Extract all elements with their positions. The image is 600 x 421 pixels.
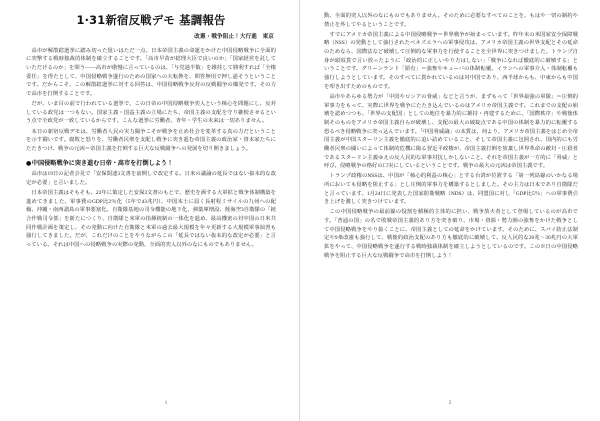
paragraph: すでにアメリカ帝国主義による中国侵略戦争＝世界戦争が始まっています。昨年末の米国家安全保障戦略（NSS）の発動として強行されたベネズエラへの軍事侵攻は、アメリカ帝国主義の世界支配とその延命のためなら、国際法など破壊して圧倒的な軍事力を行使することを全世界に突きつけました。トランプ自身が頭頃貫で言い放ったように「政治的に正しいやり方はしない」「戦争になれば徹底的に破壊する」ということです。グリーンランド「領有」＝強奪やキューバの体制転覆、イランへの軍事介入・体制転覆も強行しようとしています。そのすべてに貫かれているのは対中国であり、西半球からも、中東からも中国を叩き出すためのものです。	[324, 31, 578, 90]
paragraph: 日本帝国主義はそもそも、22年に策定した安保3文書のもとで、歴史を画する大軍拡と戦争体制構築を進めてきました。軍事費のGDP比2％化（5年で43兆円）、中国本土に届く長射程ミサイルの九州への配備、沖縄・南西諸島の軍事要塞化、自衛隊基地の司令機能の地下化、弾薬庫増設、陸海空3自衛隊の「統合作戦司令部」を新たにつくり、自衛隊と米軍の指揮統制の一体化を進め、最高機密の対中国の日米共同作戦計画を策定し、その発動に向けた自衛隊と米軍の過去最大規模を年々更新する大規模軍事演習も強行してきました。だが、これだけのことをやりながらこの「延長ではない抜本的な改定が必要」と言っている。それは中国への侵略戦争の実際の発動、全面的突入以外のなにものでもありません。	[26, 190, 276, 248]
paragraph: 高市やあらゆる勢力が「中国やロシアの脅威」などと言うが、まずもって「世界最強の軍隊」＝圧倒的軍事力をもって、実際に世界を戦争にたたき込んでいるのはアメリカ帝国主義です。これまでの支配の崩壊を認めつつも、「世界の支配国」としての地位を暴力的に維持・再建するために、「国際秩序」や戦後体制そのものをアメリカ帝国主義自らが破壊し、支配の最大の破綻点である中国の体制を暴力的に転覆する恐るべき侵略戦争に突っ込んでいます。「中国脅威論」の本質は、何より、アメリカ帝国主義をはじめ全帝国主義が中国スターリン主義を徹底的に追い詰めていること、そして帝国主義に包囲され、国内的にも労働者民衆の闘いによって体制的危機に陥る習近平政権が、帝国主義打倒を放棄し世界革命の敵対・圧殺者であるスターリン主義ゆえの反人民的な軍事対抗しかしないこと、それを帝国主義が一方的に「脅威」と呼び、侵略戦争の格好の口実にしているということです。戦争の最大の元凶は帝国主義です。	[324, 93, 578, 170]
document-subtitle: 改憲・戦争阻止！大行進 東京	[194, 33, 274, 40]
page-2	[300, 0, 600, 421]
bullet-icon: ●	[26, 159, 32, 167]
page-1-content	[0, 0, 300, 251]
paragraph: だが、いま目の前で行われている選挙で、この日帝の中国侵略戦争突入という核心を問題にし、反対している政党は一つもない。国家主義・国益主義の立場にたち、帝国主義の支配を守り継続させるという点で全政党が一致しているからです。こんな選挙に労働者、青年・学生の未来は一切ありません。	[26, 101, 276, 125]
page-2-content	[300, 0, 600, 262]
paragraph: この中国侵略戦争の最前線の役割を積極的主体的に担い、戦争放火者として登場しているのが高市です。「普通の国」の名で敗戦帝国主義的あり方を突き破り、市場・資源・勢力圏の強奪をかけた戦争として中国侵略戦争をやり抜くことに、帝国主義としての延命をかけています。そのために、スパイ防止法制定や9条改憲も強行して、戦後的政治支配のあり方も徹底的に破壊して、反人民的な20兆～30兆円の大軍拡をやって、中国侵略戦争を遂行する戦時独裁体制を確立しようとしているのです。この※日の中国侵略戦争を阻止する巨大な反戦闘争で高市を打倒しよう！	[324, 209, 578, 259]
paragraph: 本日の新宿反戦デモは、労働者人民の実力闘争こそが戦争を止め社会を変革する真の力だということを示す闘いです。腐敗と怒りを、労働者民衆を支配し戦争に突き進む帝国主義の政治家・資本家たちにたたきつけ、戦争の元凶＝帝国主義を打倒する巨大な反戦闘争への発展を切り開きましょう。	[26, 128, 276, 152]
paragraph: トランプ政権のNSSは、中国が「核心的利益の核心」とする台湾が位置する「第一列島線のいかなる場所においても侵略を阻止する」とし圧倒的軍事力を構築するとしました。その主力は日本であり自衛隊だと言っています。1月24日に発表した国家防衛戦略（NDS）は、同盟国に対し「GDP比5％」への軍事費引き上げを激しく突きつけています。	[324, 173, 578, 206]
paragraph: 動、全面的突入以外のなにものでもありません。そのために必要なすべてのことを、もはや一切の制約や禁止を外してやるということです。	[324, 13, 578, 28]
page-number: 1	[164, 401, 168, 406]
paragraph: 高市が解散総選挙に踏み切った狙いはただ一点、日本帝国主義の命運をかけた中国侵略戦争に全面的に突撃する戦時独裁的体制を確立することです。「高市早苗が総理大臣で良いのか」「国家経営を託していただけるのか」を問う——高市が傲慢に言っているのは、「与党過半数」を維持して勝利すれば「全権委任」を得たとして、中国侵略戦争遂行のための国家への大転換を、問答無用で押し通そうということです。だからこそ、この解散総選挙に対する回答は、中国侵略戦争反対の反戦闘争の爆発です。その力で高市を打倒することです。	[26, 47, 276, 97]
page-title: 1·31新宿反戦デモ 基調報告	[76, 13, 226, 27]
paragraph: 高市は19日の記者会見で「安保関連3文書を前倒しで改定する。日米の議論の延長ではない抜本的な改定が必要」と言いました。	[26, 171, 276, 186]
section-heading	[26, 159, 276, 168]
page-number: 2	[448, 401, 452, 406]
section-heading-label: 中国侵略戦争に突き進む日帝・高市を打倒しよう！	[31, 159, 174, 167]
